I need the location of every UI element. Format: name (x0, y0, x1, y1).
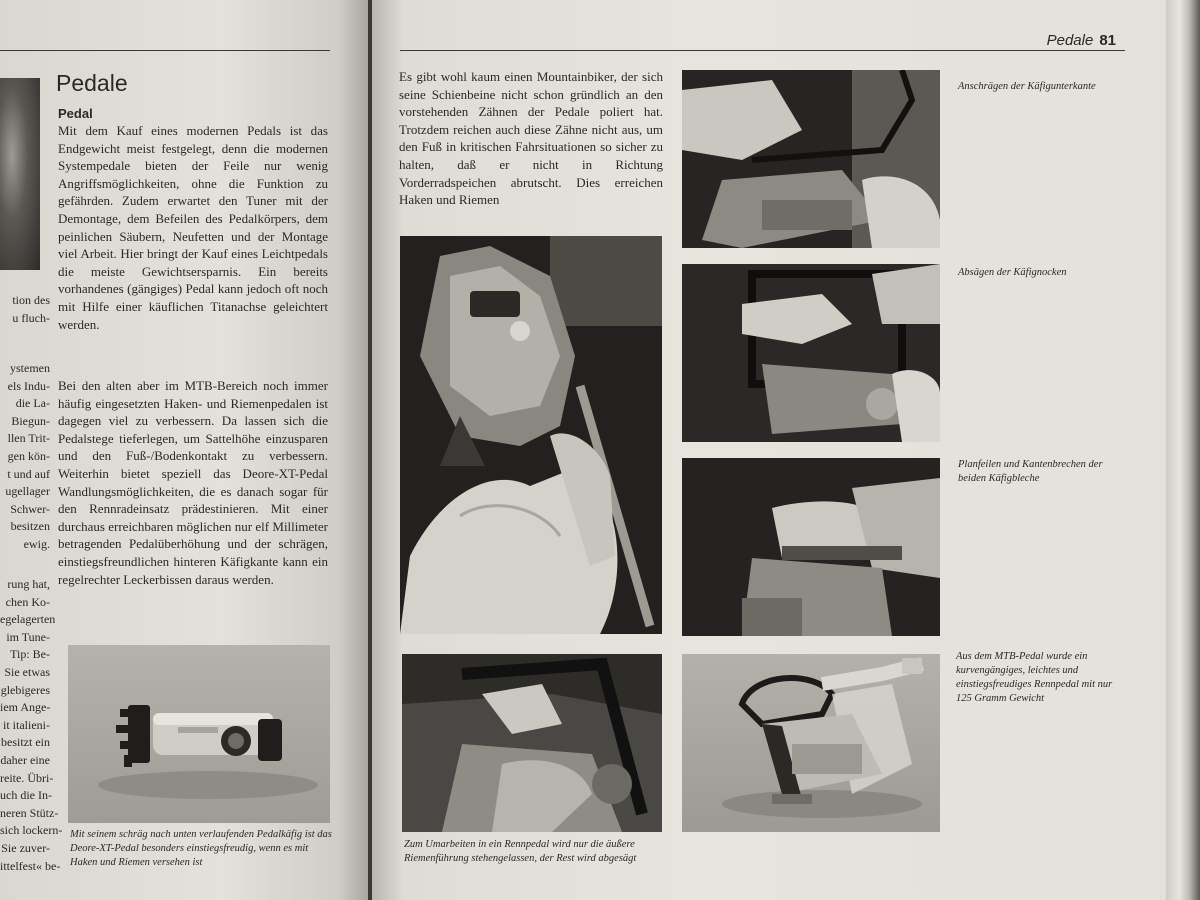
step-2-photo (682, 264, 940, 442)
page-number: 81 (1099, 32, 1116, 49)
right-page (372, 0, 1170, 900)
cutoff-column-2: ystemen els Indu- die La- Biegun- llen Trit- gen kön- t und auf ugellager Schwer- besitzen ewig. (5, 361, 50, 551)
result-caption: Aus dem MTB-Pedal wurde ein kurvengängiges, leichtes und einstiegsfreudiges Rennpedal mit nur 125 Gramm Gewicht (956, 651, 1113, 704)
step-3-caption: Planfeilen und Kantenbrechen der beiden Käfigbleche (958, 459, 1103, 484)
book-edge (1166, 0, 1200, 900)
rennpedal-conversion-photo (402, 654, 662, 832)
running-title: Pedale (1046, 32, 1094, 49)
right-paragraph: Es gibt wohl kaum einen Mountainbiker, der sich seine Schienbeine nicht schon gründlich an den vorstehenden Zähnen der Pedale poliert hat. Trotzdem reichen auch diese Zähne nicht aus, um den Fuß in kritischen Fahrsituationen so sicher zu halten, daß er nicht in Richtung Vorderradspeichen abrutscht. Dies erreichen Haken und Riemen (399, 69, 663, 208)
header-rule-left (0, 50, 330, 51)
step-1-caption: Anschrägen der Käfigunterkante (958, 81, 1096, 92)
rennpedal-caption: Zum Umarbeiten in ein Rennpedal wird nur die äußere Riemenführung stehengelassen, der Rest wird abgesägt (404, 839, 637, 864)
subheading: Pedal (58, 106, 93, 121)
step-1-photo (682, 70, 940, 248)
step-3-photo (682, 458, 940, 636)
left-paragraph-2: Bei den alten aber im MTB-Bereich noch immer häufig eingesetzten Haken- und Riemenpedalen ist dagegen viel zu verbessern. Da lassen sich die Pedalstege tieferlegen, um Sattelhöhe einzusparen und den Fuß-/Bodenkontakt zu verbessern. Weiterhin bietet speziell das Deore-XT-Pedal Wandlungsmöglichkeiten, die es danach sogar für den Rennradeinsatz prädestinieren. Mit einer durchaus erreichbaren möglichen nur elf Millimeter betragenden Pedalüberhöhung und der schrägen, einstiegsfreundlichen hinteren Käfigkante kann ein regelrechter Leckerbissen daraus werden. (58, 378, 328, 587)
section-title: Pedale (56, 70, 128, 96)
deore-xt-pedal-photo (68, 645, 330, 823)
running-head (1047, 32, 1116, 49)
cutoff-column-3: rung hat, chen Ko- egelagerten im Tune- Tip: Be- Sie etwas glebigeres iem Ange- it italieni- besitzt ein daher eine reite. Übri- uch die In- neren Stütz- sich lockern- Sie zuver- ittelfest« be- (0, 577, 63, 873)
left-edge-photo (0, 78, 40, 270)
left-page (0, 0, 368, 900)
cutoff-column-1: tion des u fluch- (12, 293, 50, 325)
left-photo-caption: Mit seinem schräg nach unten verlaufenden Pedalkäfig ist das Deore-XT-Pedal besonders einstiegsfreudig, wenn es mit Haken und Riemen versehen ist (70, 829, 332, 868)
result-pedal-photo (682, 654, 940, 832)
header-rule-right (400, 50, 1125, 51)
step-2-caption: Absägen der Käfignocken (958, 267, 1067, 278)
left-paragraph-1: Mit dem Kauf eines modernen Pedals ist das Endgewicht meist festgelegt, denn die modernen Systempedale bieten der Feile nur wenig Angriffsmöglichkeiten, ohne die Funktion zu gefährden. Zudem erwartet den Tuner mit der Demontage, dem Befeilen des Pedalkörpers, dem peinlichen Säubern, Neufetten und der Montage viel Arbeit. Hier bringt der Kauf eines Leichtpedals die meiste Gewichtsersparnis. Ein bereits vorhandenes (gängiges) Pedal kann jedoch oft noch mit Hilfe einer käuflichen Titanachse geleichtert werden. (58, 123, 328, 332)
filing-photo-large (400, 236, 662, 634)
